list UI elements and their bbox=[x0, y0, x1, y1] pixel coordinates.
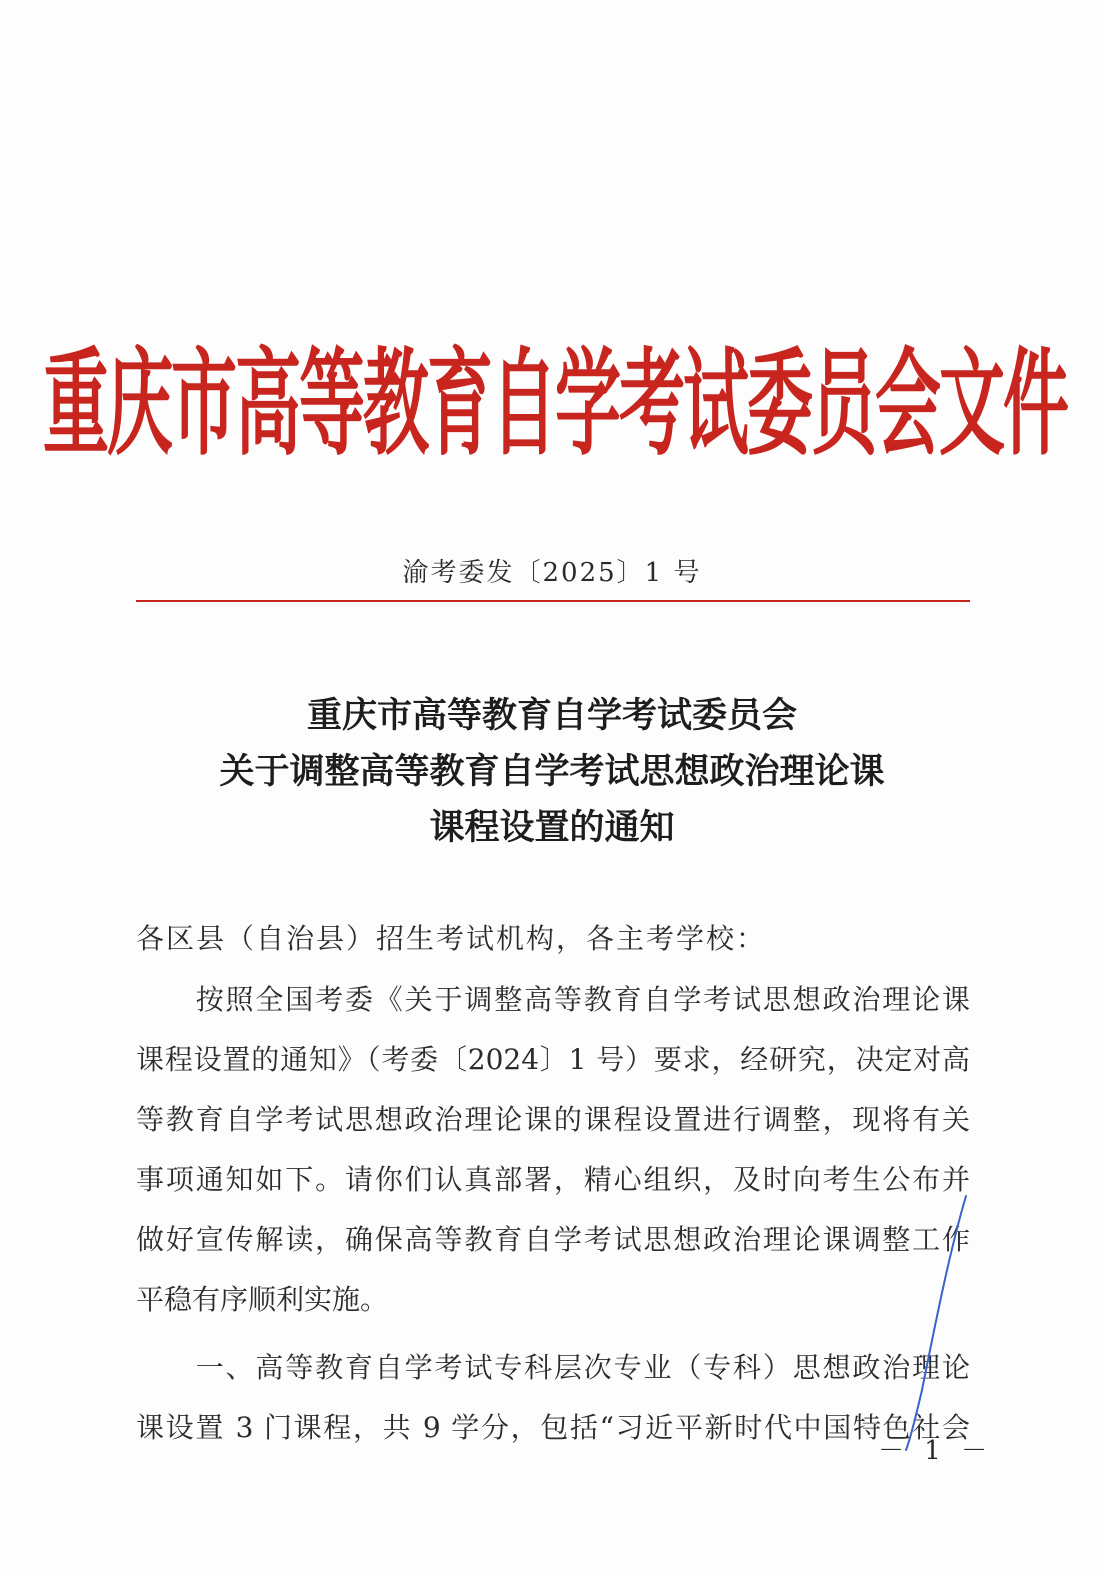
paragraph-line: 课程设置的通知》（考委〔2024〕1 号）要求，经研究，决定对高 bbox=[136, 1043, 970, 1076]
paragraph-line: 等教育自学考试思想政治理论课的课程设置进行调整，现将有关 bbox=[136, 1103, 970, 1136]
notice-body bbox=[136, 908, 970, 1458]
notice-title bbox=[0, 688, 1104, 856]
paragraph-line: 一、高等教育自学考试专科层次专业（专科）思想政治理论 bbox=[136, 1351, 970, 1384]
document-number: 渝考委发〔2025〕1 号 bbox=[402, 558, 702, 588]
paragraph-line: 事项通知如下。请你们认真部署，精心组织，及时向考生公布并 bbox=[136, 1163, 970, 1196]
salutation: 各区县（自治县）招生考试机构，各主考学校： bbox=[136, 922, 767, 955]
page-number: － 1 － bbox=[878, 1436, 994, 1466]
title-line-1: 重庆市高等教育自学考试委员会 bbox=[306, 696, 797, 736]
title-line-3: 课程设置的通知 bbox=[429, 808, 675, 848]
red-divider-line bbox=[136, 600, 970, 602]
paragraph-line: 课设置 3 门课程，共 9 学分，包括“习近平新时代中国特色社会 bbox=[136, 1411, 970, 1444]
masthead-title: 重庆市高等教育自学考试委员会文件 bbox=[43, 336, 1067, 471]
paragraph-line: 平稳有序顺利实施。 bbox=[136, 1283, 389, 1316]
paragraph-2 bbox=[136, 1338, 970, 1458]
title-line-2: 关于调整高等教育自学考试思想政治理论课 bbox=[219, 752, 885, 792]
masthead bbox=[43, 318, 1067, 471]
paragraph-1 bbox=[136, 970, 970, 1330]
paragraph-line: 做好宣传解读，确保高等教育自学考试思想政治理论课调整工作 bbox=[136, 1223, 970, 1256]
paragraph-line: 按照全国考委《关于调整高等教育自学考试思想政治理论课 bbox=[136, 983, 970, 1016]
paragraph-gap bbox=[136, 1330, 970, 1338]
